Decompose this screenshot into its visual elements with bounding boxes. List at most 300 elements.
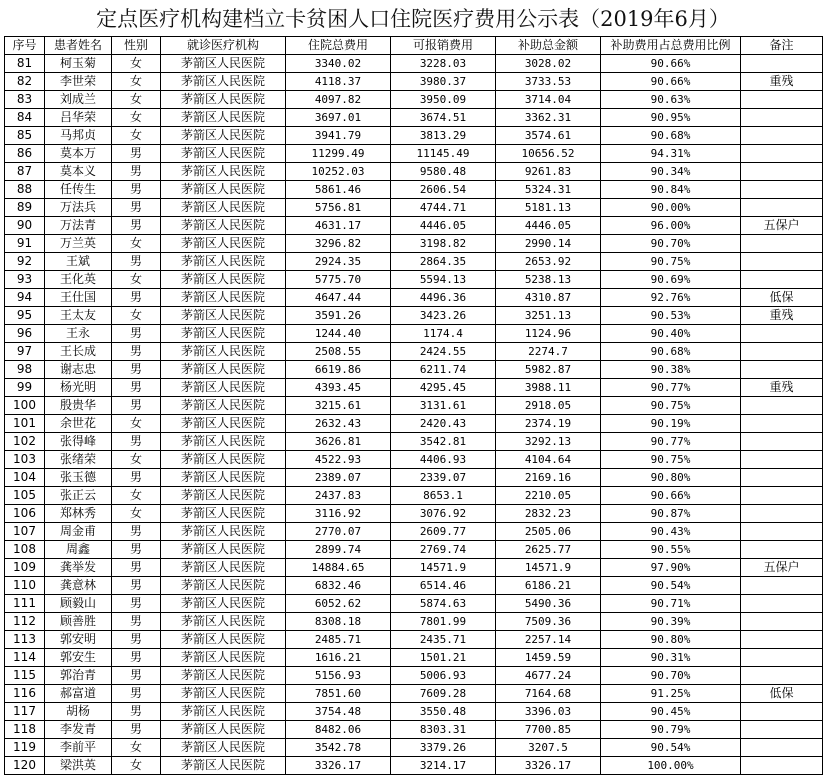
cell-no: 111: [5, 595, 45, 613]
cell-no: 98: [5, 361, 45, 379]
cell-remark: [741, 739, 823, 757]
table-row: [5, 91, 823, 109]
cell-subsidy-ratio: 90.70%: [601, 235, 741, 253]
cell-no: 112: [5, 613, 45, 631]
table-row: [5, 271, 823, 289]
cell-total-cost: 11299.49: [286, 145, 391, 163]
cell-hospital: 茅箭区人民医院: [161, 469, 286, 487]
cell-total-cost: 3296.82: [286, 235, 391, 253]
cell-remark: [741, 235, 823, 253]
cell-gender: 男: [112, 703, 161, 721]
cell-remark: [741, 163, 823, 181]
cell-remark: [741, 415, 823, 433]
table-row: [5, 739, 823, 757]
cell-total-cost: 7851.60: [286, 685, 391, 703]
cell-total-cost: 5775.70: [286, 271, 391, 289]
cell-gender: 女: [112, 73, 161, 91]
cell-reimbursable: 11145.49: [391, 145, 496, 163]
table-row: [5, 73, 823, 91]
cell-total-cost: 2437.83: [286, 487, 391, 505]
cell-gender: 男: [112, 343, 161, 361]
table-row: [5, 343, 823, 361]
cell-gender: 男: [112, 163, 161, 181]
cell-hospital: 茅箭区人民医院: [161, 235, 286, 253]
cell-remark: 五保户: [741, 559, 823, 577]
cell-total-cost: 3116.92: [286, 505, 391, 523]
cell-hospital: 茅箭区人民医院: [161, 523, 286, 541]
cell-total-cost: 3626.81: [286, 433, 391, 451]
cell-subsidy-ratio: 90.77%: [601, 433, 741, 451]
cell-total-cost: 10252.03: [286, 163, 391, 181]
cell-gender: 男: [112, 199, 161, 217]
cell-subsidy: 3292.13: [496, 433, 601, 451]
cell-hospital: 茅箭区人民医院: [161, 379, 286, 397]
cell-patient-name: 梁洪英: [45, 757, 112, 775]
table-row: [5, 577, 823, 595]
cell-gender: 男: [112, 325, 161, 343]
cell-subsidy: 2653.92: [496, 253, 601, 271]
cell-reimbursable: 2864.35: [391, 253, 496, 271]
cell-subsidy: 14571.9: [496, 559, 601, 577]
cell-subsidy-ratio: 90.54%: [601, 739, 741, 757]
cell-total-cost: 2508.55: [286, 343, 391, 361]
cell-patient-name: 柯玉菊: [45, 55, 112, 73]
cell-reimbursable: 8653.1: [391, 487, 496, 505]
cell-no: 120: [5, 757, 45, 775]
cell-gender: 男: [112, 541, 161, 559]
cell-total-cost: 3941.79: [286, 127, 391, 145]
table-row: [5, 181, 823, 199]
cell-gender: 男: [112, 649, 161, 667]
cell-subsidy: 4677.24: [496, 667, 601, 685]
cell-total-cost: 3340.02: [286, 55, 391, 73]
cell-remark: [741, 469, 823, 487]
cell-reimbursable: 2606.54: [391, 181, 496, 199]
cell-no: 108: [5, 541, 45, 559]
cell-patient-name: 万法兵: [45, 199, 112, 217]
cell-no: 105: [5, 487, 45, 505]
cell-patient-name: 任传生: [45, 181, 112, 199]
cell-no: 114: [5, 649, 45, 667]
cell-subsidy-ratio: 92.76%: [601, 289, 741, 307]
cell-no: 118: [5, 721, 45, 739]
cell-subsidy-ratio: 100.00%: [601, 757, 741, 775]
cell-hospital: 茅箭区人民医院: [161, 199, 286, 217]
table-row: [5, 613, 823, 631]
cell-subsidy: 2990.14: [496, 235, 601, 253]
cell-remark: 重残: [741, 379, 823, 397]
page-title: 定点医疗机构建档立卡贫困人口住院医疗费用公示表（2019年6月）: [96, 7, 730, 31]
table-row: [5, 145, 823, 163]
cell-patient-name: 顾善胜: [45, 613, 112, 631]
cell-patient-name: 马邦贞: [45, 127, 112, 145]
cell-hospital: 茅箭区人民医院: [161, 163, 286, 181]
cell-reimbursable: 3950.09: [391, 91, 496, 109]
cell-subsidy: 3251.13: [496, 307, 601, 325]
cell-gender: 男: [112, 721, 161, 739]
cell-reimbursable: 9580.48: [391, 163, 496, 181]
cell-total-cost: 6832.46: [286, 577, 391, 595]
cell-hospital: 茅箭区人民医院: [161, 55, 286, 73]
cell-remark: [741, 397, 823, 415]
cell-remark: [741, 199, 823, 217]
table-row: [5, 757, 823, 775]
cell-remark: 五保户: [741, 217, 823, 235]
header-gender: 性别: [112, 37, 161, 55]
cell-patient-name: 王斌: [45, 253, 112, 271]
header-row: [5, 37, 823, 55]
cell-total-cost: 2770.07: [286, 523, 391, 541]
cell-gender: 男: [112, 217, 161, 235]
cell-hospital: 茅箭区人民医院: [161, 91, 286, 109]
cell-gender: 男: [112, 631, 161, 649]
cell-subsidy: 3326.17: [496, 757, 601, 775]
cell-gender: 男: [112, 361, 161, 379]
cell-subsidy-ratio: 90.54%: [601, 577, 741, 595]
cell-patient-name: 张绪荣: [45, 451, 112, 469]
cell-subsidy-ratio: 90.45%: [601, 703, 741, 721]
cell-subsidy-ratio: 90.84%: [601, 181, 741, 199]
cell-gender: 男: [112, 181, 161, 199]
cell-subsidy-ratio: 90.70%: [601, 667, 741, 685]
cell-no: 102: [5, 433, 45, 451]
cell-reimbursable: 7609.28: [391, 685, 496, 703]
cell-patient-name: 张正云: [45, 487, 112, 505]
cell-subsidy: 5982.87: [496, 361, 601, 379]
cell-reimbursable: 2609.77: [391, 523, 496, 541]
cell-reimbursable: 3214.17: [391, 757, 496, 775]
cell-subsidy: 6186.21: [496, 577, 601, 595]
cell-no: 109: [5, 559, 45, 577]
cell-subsidy: 2169.16: [496, 469, 601, 487]
cell-no: 94: [5, 289, 45, 307]
cell-hospital: 茅箭区人民医院: [161, 307, 286, 325]
table-row: [5, 235, 823, 253]
cell-no: 113: [5, 631, 45, 649]
cell-reimbursable: 5006.93: [391, 667, 496, 685]
cell-subsidy: 5238.13: [496, 271, 601, 289]
cell-remark: [741, 757, 823, 775]
cell-remark: [741, 721, 823, 739]
cell-patient-name: 郑林秀: [45, 505, 112, 523]
header-hospital: 就诊医疗机构: [161, 37, 286, 55]
cell-hospital: 茅箭区人民医院: [161, 415, 286, 433]
cell-reimbursable: 2435.71: [391, 631, 496, 649]
cell-total-cost: 5861.46: [286, 181, 391, 199]
cell-total-cost: 6052.62: [286, 595, 391, 613]
cell-patient-name: 莫本义: [45, 163, 112, 181]
cell-patient-name: 周鑫: [45, 541, 112, 559]
cell-gender: 男: [112, 469, 161, 487]
cell-no: 96: [5, 325, 45, 343]
header-subsidy-ratio: 补助费用占总费用比例: [601, 37, 741, 55]
table-row: [5, 163, 823, 181]
cell-subsidy: 4446.05: [496, 217, 601, 235]
table-row: [5, 469, 823, 487]
table-row: [5, 127, 823, 145]
cell-subsidy-ratio: 90.71%: [601, 595, 741, 613]
cell-subsidy: 2625.77: [496, 541, 601, 559]
cell-patient-name: 顾毅山: [45, 595, 112, 613]
cell-gender: 女: [112, 415, 161, 433]
cell-no: 85: [5, 127, 45, 145]
cell-subsidy: 3028.02: [496, 55, 601, 73]
cell-subsidy-ratio: 90.34%: [601, 163, 741, 181]
cell-subsidy: 2374.19: [496, 415, 601, 433]
cell-hospital: 茅箭区人民医院: [161, 667, 286, 685]
cell-remark: [741, 613, 823, 631]
cell-hospital: 茅箭区人民医院: [161, 505, 286, 523]
cell-no: 84: [5, 109, 45, 127]
cell-remark: [741, 127, 823, 145]
cell-hospital: 茅箭区人民医院: [161, 289, 286, 307]
cell-subsidy-ratio: 90.75%: [601, 451, 741, 469]
cell-no: 103: [5, 451, 45, 469]
cell-reimbursable: 3542.81: [391, 433, 496, 451]
cell-subsidy-ratio: 90.55%: [601, 541, 741, 559]
header-remark: 备注: [741, 37, 823, 55]
cell-reimbursable: 1501.21: [391, 649, 496, 667]
cell-gender: 女: [112, 91, 161, 109]
table-row: [5, 685, 823, 703]
cell-reimbursable: 3813.29: [391, 127, 496, 145]
cell-hospital: 茅箭区人民医院: [161, 217, 286, 235]
cell-total-cost: 3215.61: [286, 397, 391, 415]
cell-gender: 男: [112, 433, 161, 451]
cell-total-cost: 3754.48: [286, 703, 391, 721]
cell-no: 106: [5, 505, 45, 523]
cell-remark: [741, 253, 823, 271]
cell-hospital: 茅箭区人民医院: [161, 271, 286, 289]
cell-remark: [741, 541, 823, 559]
cell-patient-name: 万法青: [45, 217, 112, 235]
cell-subsidy-ratio: 90.00%: [601, 199, 741, 217]
cell-patient-name: 张得峰: [45, 433, 112, 451]
cell-gender: 女: [112, 451, 161, 469]
cell-patient-name: 吕华荣: [45, 109, 112, 127]
cell-gender: 女: [112, 271, 161, 289]
cell-subsidy: 2505.06: [496, 523, 601, 541]
table-row: [5, 451, 823, 469]
cell-no: 89: [5, 199, 45, 217]
cell-no: 87: [5, 163, 45, 181]
cell-patient-name: 龚举发: [45, 559, 112, 577]
cell-gender: 女: [112, 307, 161, 325]
cell-hospital: 茅箭区人民医院: [161, 109, 286, 127]
cell-hospital: 茅箭区人民医院: [161, 559, 286, 577]
cell-gender: 女: [112, 109, 161, 127]
cell-patient-name: 龚意林: [45, 577, 112, 595]
cell-total-cost: 3542.78: [286, 739, 391, 757]
cell-total-cost: 5156.93: [286, 667, 391, 685]
cell-gender: 女: [112, 739, 161, 757]
cell-gender: 男: [112, 613, 161, 631]
table-body: [5, 55, 823, 775]
cell-hospital: 茅箭区人民医院: [161, 145, 286, 163]
cell-subsidy-ratio: 90.80%: [601, 469, 741, 487]
cell-hospital: 茅箭区人民医院: [161, 343, 286, 361]
cell-subsidy: 2210.05: [496, 487, 601, 505]
table-row: [5, 307, 823, 325]
cell-no: 99: [5, 379, 45, 397]
cell-subsidy: 3396.03: [496, 703, 601, 721]
cell-gender: 男: [112, 685, 161, 703]
cell-remark: [741, 487, 823, 505]
cell-gender: 女: [112, 487, 161, 505]
table-row: [5, 289, 823, 307]
header-reimbursable: 可报销费用: [391, 37, 496, 55]
cell-patient-name: 王太友: [45, 307, 112, 325]
cell-patient-name: 王化英: [45, 271, 112, 289]
cell-remark: 低保: [741, 289, 823, 307]
header-no: 序号: [5, 37, 45, 55]
table-row: [5, 487, 823, 505]
table-row: [5, 55, 823, 73]
table-row: [5, 703, 823, 721]
cell-total-cost: 2485.71: [286, 631, 391, 649]
cell-gender: 女: [112, 505, 161, 523]
cell-subsidy: 1124.96: [496, 325, 601, 343]
table-row: [5, 415, 823, 433]
cell-subsidy: 3574.61: [496, 127, 601, 145]
cell-gender: 男: [112, 595, 161, 613]
cost-table: [4, 36, 823, 775]
cell-subsidy-ratio: 96.00%: [601, 217, 741, 235]
cell-gender: 男: [112, 253, 161, 271]
cell-hospital: 茅箭区人民医院: [161, 685, 286, 703]
cell-remark: [741, 145, 823, 163]
cell-subsidy: 5181.13: [496, 199, 601, 217]
table-row: [5, 397, 823, 415]
cell-subsidy-ratio: 90.95%: [601, 109, 741, 127]
cell-hospital: 茅箭区人民医院: [161, 595, 286, 613]
cell-subsidy: 4310.87: [496, 289, 601, 307]
cell-total-cost: 5756.81: [286, 199, 391, 217]
cell-subsidy: 10656.52: [496, 145, 601, 163]
table-row: [5, 109, 823, 127]
table-row: [5, 667, 823, 685]
cell-subsidy-ratio: 90.80%: [601, 631, 741, 649]
cell-subsidy-ratio: 90.66%: [601, 55, 741, 73]
cell-subsidy: 7509.36: [496, 613, 601, 631]
cell-patient-name: 郭安生: [45, 649, 112, 667]
cell-reimbursable: 6514.46: [391, 577, 496, 595]
cell-reimbursable: 4744.71: [391, 199, 496, 217]
table-row: [5, 433, 823, 451]
cell-remark: [741, 523, 823, 541]
cell-patient-name: 王仕国: [45, 289, 112, 307]
cell-no: 81: [5, 55, 45, 73]
cell-no: 116: [5, 685, 45, 703]
cell-hospital: 茅箭区人民医院: [161, 631, 286, 649]
cell-hospital: 茅箭区人民医院: [161, 757, 286, 775]
cell-gender: 女: [112, 127, 161, 145]
cell-patient-name: 王长成: [45, 343, 112, 361]
cell-subsidy: 3207.5: [496, 739, 601, 757]
cell-no: 90: [5, 217, 45, 235]
cell-subsidy-ratio: 90.69%: [601, 271, 741, 289]
cell-subsidy-ratio: 90.68%: [601, 127, 741, 145]
cell-reimbursable: 4496.36: [391, 289, 496, 307]
cell-subsidy: 2918.05: [496, 397, 601, 415]
cell-subsidy-ratio: 90.79%: [601, 721, 741, 739]
cell-no: 92: [5, 253, 45, 271]
cell-subsidy-ratio: 90.66%: [601, 73, 741, 91]
cell-reimbursable: 5874.63: [391, 595, 496, 613]
cell-total-cost: 3697.01: [286, 109, 391, 127]
cell-no: 110: [5, 577, 45, 595]
cell-hospital: 茅箭区人民医院: [161, 739, 286, 757]
cell-no: 93: [5, 271, 45, 289]
cell-total-cost: 2389.07: [286, 469, 391, 487]
cell-gender: 女: [112, 235, 161, 253]
cell-no: 104: [5, 469, 45, 487]
cell-hospital: 茅箭区人民医院: [161, 577, 286, 595]
header-total-cost: 住院总费用: [286, 37, 391, 55]
cell-reimbursable: 4406.93: [391, 451, 496, 469]
cell-gender: 女: [112, 757, 161, 775]
cell-subsidy: 3988.11: [496, 379, 601, 397]
cell-subsidy: 7164.68: [496, 685, 601, 703]
cell-subsidy-ratio: 90.77%: [601, 379, 741, 397]
header-patient-name: 患者姓名: [45, 37, 112, 55]
cell-hospital: 茅箭区人民医院: [161, 451, 286, 469]
table-row: [5, 379, 823, 397]
cell-hospital: 茅箭区人民医院: [161, 325, 286, 343]
cell-hospital: 茅箭区人民医院: [161, 721, 286, 739]
cell-gender: 男: [112, 667, 161, 685]
cell-subsidy-ratio: 90.75%: [601, 397, 741, 415]
cell-remark: [741, 631, 823, 649]
cell-patient-name: 张玉德: [45, 469, 112, 487]
cell-total-cost: 6619.86: [286, 361, 391, 379]
cell-total-cost: 2632.43: [286, 415, 391, 433]
cell-remark: [741, 667, 823, 685]
cell-total-cost: 4118.37: [286, 73, 391, 91]
cell-remark: [741, 703, 823, 721]
cell-no: 117: [5, 703, 45, 721]
cell-patient-name: 余世花: [45, 415, 112, 433]
cell-subsidy: 1459.59: [496, 649, 601, 667]
cell-remark: [741, 55, 823, 73]
cell-remark: [741, 343, 823, 361]
cell-total-cost: 3591.26: [286, 307, 391, 325]
cell-remark: 重残: [741, 307, 823, 325]
cell-total-cost: 4522.93: [286, 451, 391, 469]
cell-subsidy-ratio: 90.31%: [601, 649, 741, 667]
table-row: [5, 325, 823, 343]
cell-remark: [741, 271, 823, 289]
cell-subsidy-ratio: 90.66%: [601, 487, 741, 505]
cell-subsidy-ratio: 90.75%: [601, 253, 741, 271]
cell-subsidy: 3714.04: [496, 91, 601, 109]
cell-hospital: 茅箭区人民医院: [161, 73, 286, 91]
cell-subsidy-ratio: 91.25%: [601, 685, 741, 703]
cell-total-cost: 8308.18: [286, 613, 391, 631]
table-row: [5, 559, 823, 577]
cell-total-cost: 4647.44: [286, 289, 391, 307]
cell-subsidy-ratio: 90.68%: [601, 343, 741, 361]
cell-gender: 男: [112, 577, 161, 595]
table-row: [5, 721, 823, 739]
cell-no: 101: [5, 415, 45, 433]
cell-patient-name: 郭治青: [45, 667, 112, 685]
cell-hospital: 茅箭区人民医院: [161, 703, 286, 721]
cell-reimbursable: 2339.07: [391, 469, 496, 487]
table-row: [5, 253, 823, 271]
cell-hospital: 茅箭区人民医院: [161, 127, 286, 145]
cell-hospital: 茅箭区人民医院: [161, 649, 286, 667]
